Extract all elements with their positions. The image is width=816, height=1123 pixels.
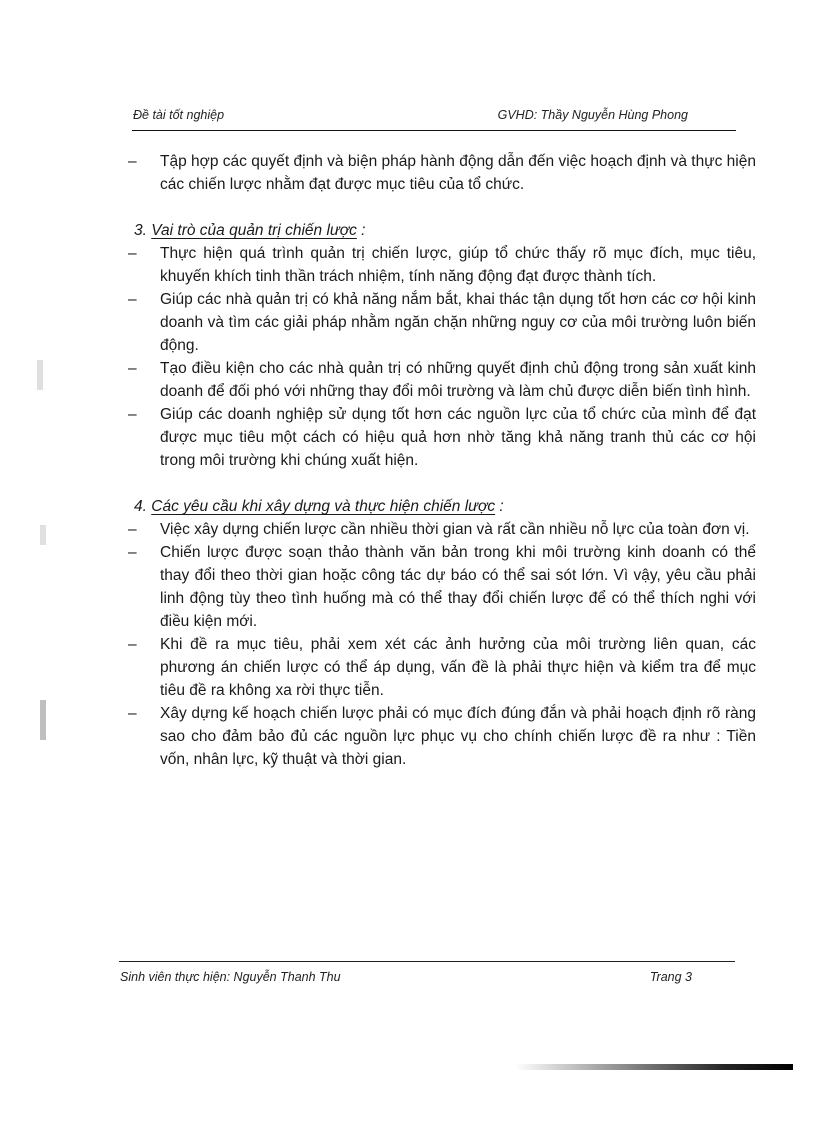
footer-right: Trang 3	[649, 970, 692, 984]
section-suffix: :	[356, 222, 366, 239]
list-item	[124, 357, 756, 403]
bullet-text: Chiến lược được soạn thảo thành văn bản trong khi môi trường kinh doanh có thể thay đổi theo thời gian hoặc công tác dự báo có thể sai sót lớn. Vì vậy, yêu cầu phải linh động tùy theo tình huống mà có thể thay đổi chiến lược để có thể thích nghi với điều kiện mới.	[160, 544, 756, 630]
section-heading-3	[124, 219, 756, 242]
dash-bullet: –	[128, 360, 137, 377]
dash-bullet: –	[128, 705, 137, 722]
bullet-text: Giúp các nhà quản trị có khả năng nắm bắt, khai thác tận dụng tốt hơn các cơ hội kinh doanh và tìm các giải pháp nhằm ngăn chặn những nguy cơ của môi trường luôn biến động.	[160, 291, 756, 354]
section-heading-4	[124, 495, 756, 518]
list-item	[124, 242, 756, 288]
list-item	[124, 702, 756, 771]
scan-artifact	[37, 360, 43, 390]
bullet-text: Tạo điều kiện cho các nhà quản trị có những quyết định chủ động trong sản xuất kinh doanh để đối phó với những thay đổi môi trường và làm chủ được diễn biến tình hình.	[160, 360, 756, 400]
footer-rule	[119, 961, 735, 962]
bullet-text: Việc xây dựng chiến lược cần nhiều thời gian và rất cần nhiều nỗ lực của toàn đơn vị.	[160, 521, 750, 538]
dash-bullet: –	[128, 245, 137, 262]
section-suffix: :	[495, 498, 504, 515]
scan-artifact	[40, 525, 46, 545]
bullet-text: Tập hợp các quyết định và biện pháp hành động dẫn đến việc hoạch định và thực hiện các chiến lược nhằm đạt được mục tiêu của tổ chức.	[160, 153, 756, 193]
list-item	[124, 403, 756, 472]
header-right: GVHD: Thầy Nguyễn Hùng Phong	[497, 108, 688, 122]
dash-bullet: –	[128, 291, 137, 308]
list-item	[124, 541, 756, 633]
section-title: Các yêu cầu khi xây dựng và thực hiện chiến lược	[151, 498, 496, 515]
dash-bullet: –	[128, 636, 137, 653]
scan-artifact	[40, 700, 46, 740]
bullet-text: Giúp các doanh nghiệp sử dụng tốt hơn các nguồn lực của tổ chức của mình để đạt được mục tiêu một cách có hiệu quả hơn nhờ tăng khả năng tranh thủ các cơ hội trong môi trường khi chúng xuất hiện.	[160, 406, 756, 469]
list-item	[124, 518, 756, 541]
bullet-text: Khi đề ra mục tiêu, phải xem xét các ảnh hưởng của môi trường liên quan, các phương án chiến lược có thể áp dụng, vấn đề là phải thực hiện và kiểm tra để mục tiêu đề ra không xa rời thực tiễn.	[160, 636, 756, 699]
section-title: Vai trò của quản trị chiến lược	[151, 222, 357, 239]
bullet-text: Thực hiện quá trình quản trị chiến lược, giúp tổ chức thấy rõ mục đích, mục tiêu, khuyến khích tinh thần trách nhiệm, tính năng động đạt được thành tích.	[160, 245, 756, 285]
list-item	[124, 633, 756, 702]
header-left: Đề tài tốt nghiệp	[133, 108, 225, 122]
bullet-text: Xây dựng kế hoạch chiến lược phải có mục đích đúng đắn và phải hoạch định rõ ràng sao cho đảm bảo đủ các nguồn lực phục vụ cho chính chiến lược đề ra như : Tiền vốn, nhân lực, kỹ thuật và thời gian.	[160, 705, 756, 768]
list-item	[124, 288, 756, 357]
section-number: 3.	[134, 222, 147, 239]
header-rule	[132, 130, 736, 131]
dash-bullet: –	[128, 153, 137, 170]
page-body	[124, 150, 756, 771]
scan-artifact	[515, 1064, 793, 1070]
section-number: 4.	[134, 498, 147, 515]
dash-bullet: –	[128, 544, 137, 561]
list-item	[124, 150, 756, 196]
dash-bullet: –	[128, 521, 137, 538]
dash-bullet: –	[128, 406, 137, 423]
footer-left: Sinh viên thực hiện: Nguyễn Thanh Thu	[120, 970, 341, 984]
